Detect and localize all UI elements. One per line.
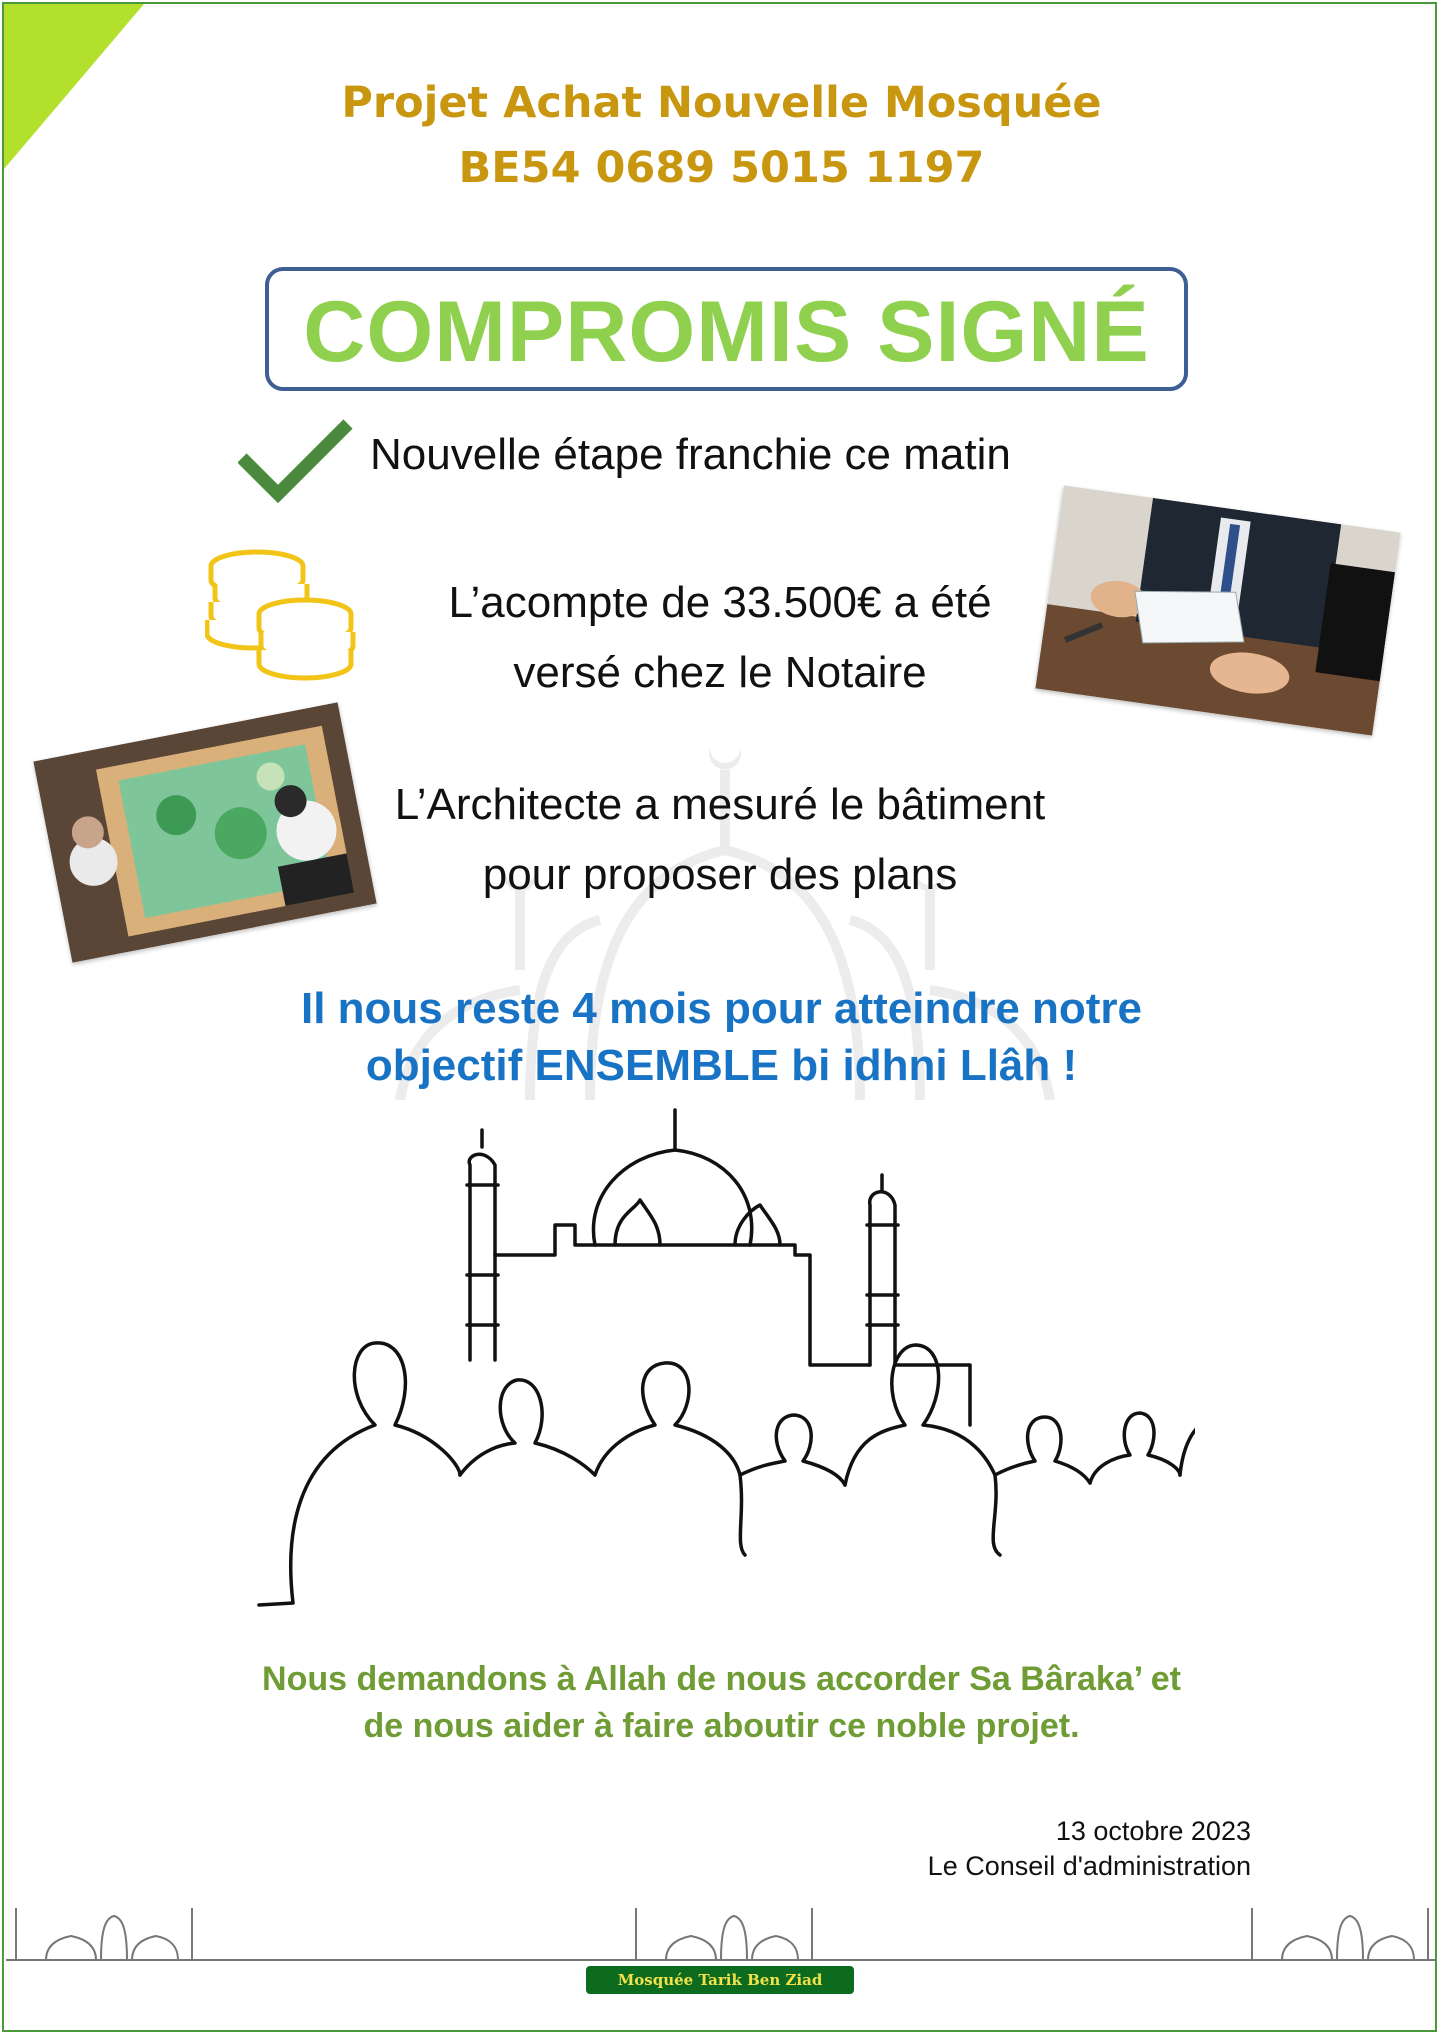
- signature-author: Le Conseil d'administration: [927, 1851, 1251, 1881]
- milestone-text: Nouvelle étape franchie ce matin: [370, 430, 1011, 479]
- architect-line-2: pour proposer des plans: [482, 850, 958, 899]
- goal-text: [0, 980, 1443, 1094]
- signed-banner: [265, 267, 1188, 391]
- project-title: Projet Achat Nouvelle Mosquée: [341, 78, 1102, 128]
- goal-line-1: Il nous reste 4 mois pour atteindre notre: [300, 984, 1143, 1033]
- prayer-line-2: de nous aider à faire aboutir ce noble projet.: [363, 1707, 1080, 1745]
- deposit-line-1: L’acompte de 33.500€ a été: [448, 578, 992, 627]
- mosque-skyline-icon: [6, 1898, 1436, 1968]
- goal-line-2: objectif ENSEMBLE bi idhni Llâh !: [365, 1041, 1078, 1090]
- prayer-text: [0, 1656, 1443, 1750]
- signature-block: [928, 1814, 1251, 1884]
- signed-banner-title: COMPROMIS SIGNÉ: [303, 284, 1150, 380]
- architect-text: [340, 770, 1100, 910]
- coins-icon: [205, 548, 360, 683]
- mosque-people-drawing: [255, 1095, 1195, 1615]
- footer-label: Mosquée Tarik Ben Ziad: [586, 1966, 854, 1994]
- prayer-line-1: Nous demandons à Allah de nous accorder Sa Bâraka’ et: [262, 1660, 1181, 1698]
- deposit-text: [360, 568, 1080, 708]
- signature-date: 13 octobre 2023: [1055, 1816, 1251, 1846]
- deposit-line-2: versé chez le Notaire: [513, 648, 927, 697]
- iban-number: BE54 0689 5015 1197: [458, 143, 985, 193]
- check-icon: [238, 418, 353, 503]
- architect-line-1: L’Architecte a mesuré le bâtiment: [394, 780, 1046, 829]
